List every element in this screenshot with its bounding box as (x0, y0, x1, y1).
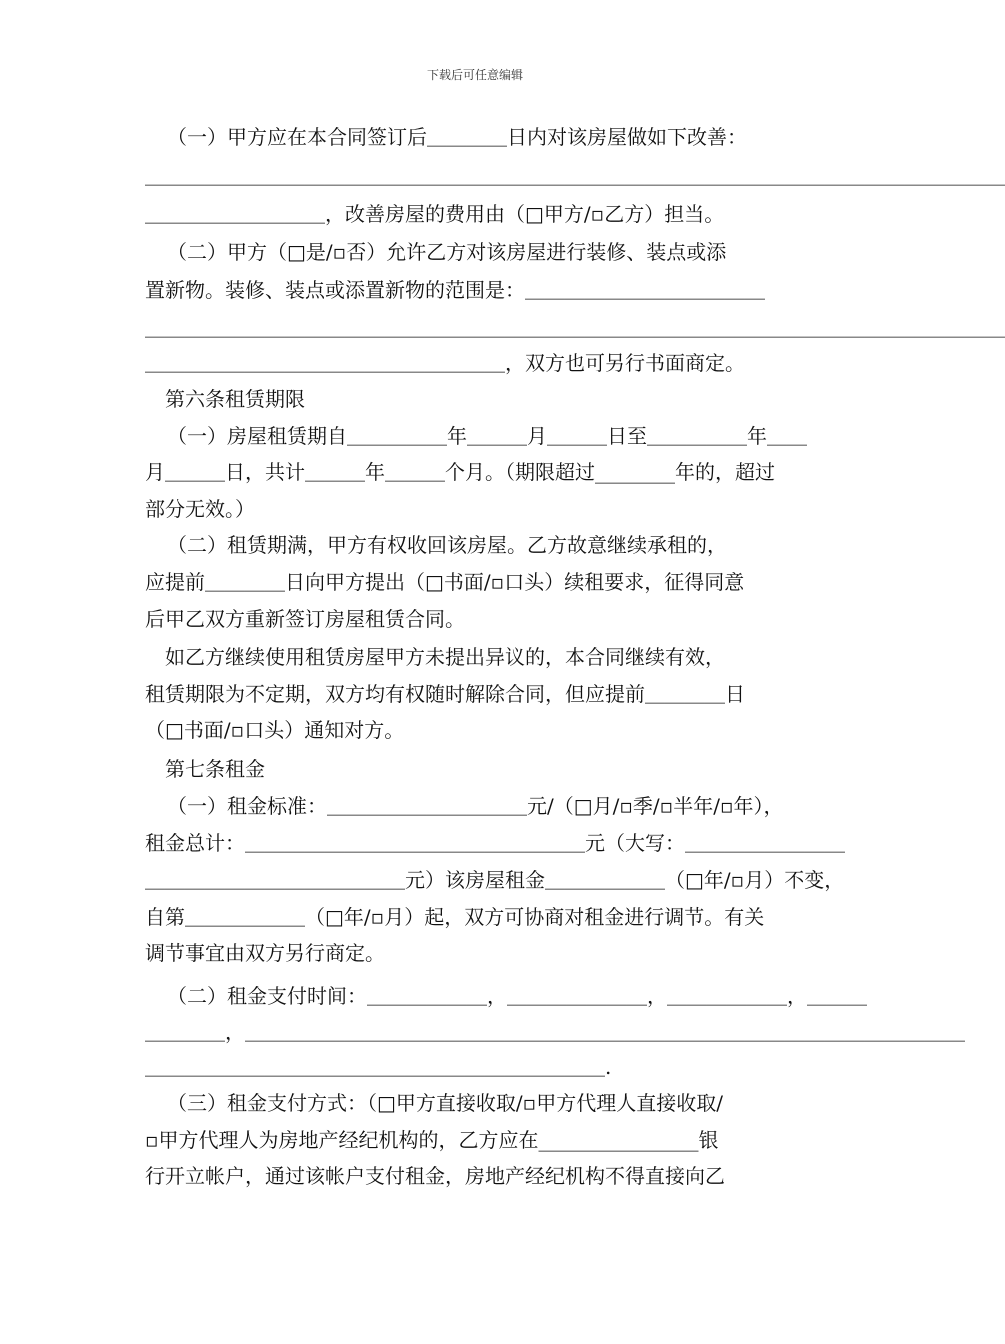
text-line: 行开立帐户，通过该帐户支付租金，房地产经纪机构不得直接向乙 (145, 1164, 725, 1188)
text-line: ＿＿＿＿＿＿＿＿＿＿＿＿＿＿＿＿＿＿＿＿＿＿＿. (145, 1055, 612, 1079)
text-line: ＿＿＿＿＿＿＿＿＿，改善房屋的费用由（□甲方/▫乙方）担当。 (145, 202, 725, 226)
page-header: 下载后可任意编辑 (426, 68, 523, 82)
text-line: 租金总计：＿＿＿＿＿＿＿＿＿＿＿＿＿＿＿＿＿元（大写：＿＿＿＿＿＿＿＿ (145, 831, 845, 855)
section-heading: 第七条租金 (165, 757, 265, 781)
text-line: 租赁期限为不定期，双方均有权随时解除合同，但应提前＿＿＿＿日 (145, 682, 745, 706)
text-line: ＿＿＿＿＿＿＿＿＿＿＿＿＿＿＿＿＿＿，双方也可另行书面商定。 (145, 351, 745, 375)
text-line: 如乙方继续使用租赁房屋甲方未提出异议的，本合同继续有效， (165, 645, 725, 669)
text-line: （二）甲方（□是/▫否）允许乙方对该房屋进行装修、装点或添 (167, 240, 727, 264)
text-line: （三）租金支付方式：（□甲方直接收取/▫甲方代理人直接收取/ (167, 1091, 723, 1115)
text-line: 应提前＿＿＿＿日向甲方提出（□书面/▫口头）续租要求，征得同意 (145, 570, 745, 594)
text-line: 后甲乙双方重新签订房屋租赁合同。 (145, 607, 465, 631)
text-line: 自第＿＿＿＿＿＿（□年/▫月）起，双方可协商对租金进行调节。有关 (145, 905, 765, 929)
text-line: 置新物。装修、装点或添置新物的范围是：＿＿＿＿＿＿＿＿＿＿＿＿ (145, 278, 765, 302)
text-line: （一）房屋租赁期自＿＿＿＿＿年＿＿＿月＿＿＿日至＿＿＿＿＿年＿＿ (167, 424, 807, 448)
text-line: 部分无效。） (145, 497, 255, 521)
text-line: ＿＿＿＿＿＿＿＿＿＿＿＿＿元）该房屋租金＿＿＿＿＿＿（□年/▫月）不变， (145, 868, 845, 892)
text-line: ▫甲方代理人为房地产经纪机构的，乙方应在________________银 (145, 1128, 719, 1152)
text-line: ＿＿＿＿＿＿＿＿＿＿＿＿＿＿＿＿＿＿＿＿＿＿＿＿＿＿＿＿＿＿＿＿＿＿＿＿＿＿＿＿＿＿＿ (145, 316, 1005, 340)
text-line: （一）租金标准：＿＿＿＿＿＿＿＿＿＿元/（□月/▫季/▫半年/▫年）， (167, 794, 784, 818)
text-line: （一）甲方应在本合同签订后＿＿＿＿日内对该房屋做如下改善： (167, 125, 747, 149)
text-line: 月＿＿＿日，共计＿＿＿年＿＿＿个月。（期限超过________年的，超过 (145, 460, 775, 484)
text-line: ＿＿＿＿＿＿＿＿＿＿＿＿＿＿＿＿＿＿＿＿＿＿＿＿＿＿＿＿＿＿＿＿＿＿＿＿＿＿＿＿＿＿＿ (145, 164, 1005, 188)
text-line: （二）租赁期满，甲方有权收回该房屋。乙方故意继续承租的， (167, 533, 727, 557)
section-heading: 第六条租赁期限 (165, 387, 305, 411)
text-line: 调节事宜由双方另行商定。 (145, 941, 385, 965)
text-line: （二）租金支付时间：＿＿＿＿＿＿，＿＿＿＿＿＿＿，＿＿＿＿＿＿，＿＿＿ (167, 984, 867, 1008)
text-line: （□书面/▫口头）通知对方。 (145, 718, 405, 742)
text-line: ＿＿＿＿，＿＿＿＿＿＿＿＿＿＿＿＿＿＿＿＿＿＿＿＿＿＿＿＿＿＿＿＿＿＿＿＿＿＿＿＿ (145, 1020, 965, 1044)
